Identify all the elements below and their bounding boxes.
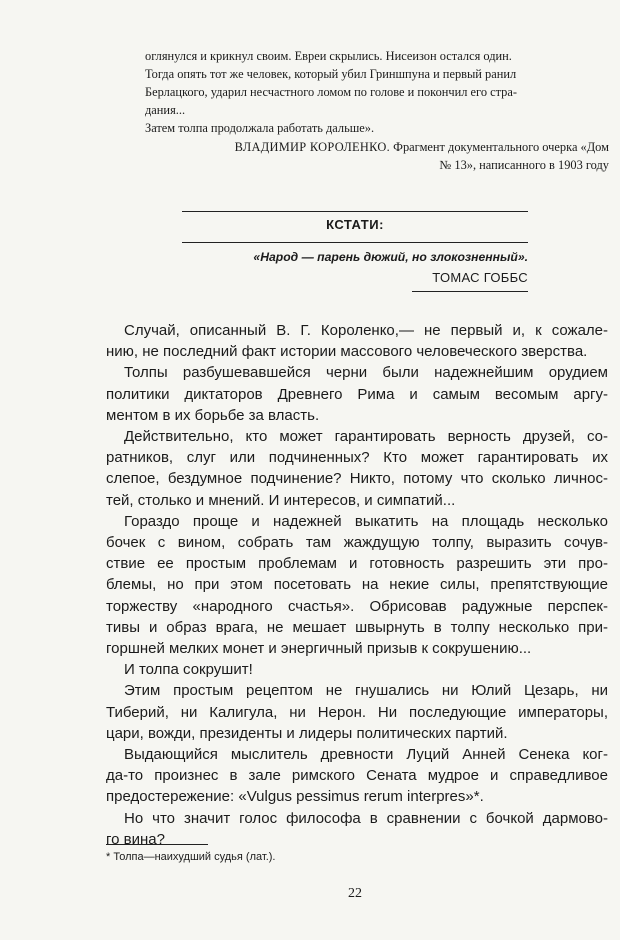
main-text	[106, 320, 608, 850]
body-line: Толпы разбушевавшейся черни были надежнейшим орудием	[124, 364, 608, 382]
quote-line: оглянулся и крикнул своим. Евреи скрылись. Нисеизон остался один.	[145, 49, 512, 63]
body-line: да-то произнес в зале римского Сената мудрое и справедливое	[106, 767, 608, 785]
quote-attribution	[145, 138, 609, 174]
body-line: Тиберий, ни Калигула, ни Нерон. Ни последующие императоры,	[106, 703, 608, 721]
page-number: 22	[348, 886, 362, 901]
body-line: слепое, бездумное подчинение? Никто, потому что сколько личнос-	[106, 470, 608, 488]
body-line: Выдающийся мыслитель древности Луций Анней Сенека ког-	[124, 746, 608, 764]
footnote-rule	[106, 844, 208, 845]
body-line: политики диктаторов Древнего Рима и самым весомым аргу-	[106, 385, 608, 403]
quote-line: дания...	[145, 103, 186, 117]
body-line: нию, не последний факт истории массового человеческого зверства.	[106, 343, 588, 361]
body-line: Но что значит голос философа в сравнении с бочкой дармово-	[124, 809, 608, 827]
body-line: тивы и образ врага, не мешает швырнуть в толпу несколько при-	[106, 618, 608, 636]
quote-block	[145, 47, 609, 137]
body-line: Гораздо проще и надежней выкатить на площадь несколько	[124, 512, 608, 530]
body-line: ратников, слуг или подчиненных? Кто может гарантировать их	[106, 449, 608, 467]
body-line: тей, столько и мнений. И интересов, и симпатий...	[106, 491, 456, 509]
body-line: цари, вожди, президенты и лидеры политических партий.	[106, 724, 508, 742]
attribution-text-2: № 13», написанного в 1903 году	[439, 158, 609, 172]
body-line: предостережение: «Vulgus pessimus rerum interpres»*.	[106, 788, 484, 806]
body-line: го вина?	[106, 830, 165, 848]
body-line: торжеству «народного счастья». Обрисовав радужные перспек-	[106, 597, 608, 615]
body-line: бочек с вином, собрать там жаждущую толпу, выразить сочув-	[106, 534, 608, 552]
body-line: ментом в их борьбе за власть.	[106, 406, 320, 424]
body-line: Случай, описанный В. Г. Короленко,— не первый и, к сожале-	[124, 322, 608, 339]
kstati-top-rule	[182, 211, 528, 212]
footnote: * Толпа—наихудший судья (лат.).	[106, 851, 276, 863]
epigraph-author: ТОМАС ГОББС	[432, 270, 528, 285]
kstati-mid-rule	[182, 242, 528, 243]
attribution-author: ВЛАДИМИР КОРОЛЕНКО.	[234, 140, 391, 154]
body-line: Действительно, кто может гарантировать верность друзей, со-	[124, 428, 608, 446]
body-line: горшней мелких монет и энергичный призыв к сокрушению...	[106, 640, 532, 658]
quote-line: Затем толпа продолжала работать дальше».	[145, 121, 375, 135]
body-line: Этим простым рецептом не гнушались ни Юлий Цезарь, ни	[124, 682, 608, 700]
quote-line: Берлацкого, ударил несчастного ломом по голове и покончил его стра-	[145, 85, 517, 99]
epigraph-quote: «Народ — парень дюжий, но злокозненный».	[253, 250, 528, 264]
attribution-text: Фрагмент документального очерка «Дом	[393, 140, 609, 154]
kstati-title: КСТАТИ:	[326, 217, 384, 232]
body-line: И толпа сокрушит!	[124, 661, 253, 679]
epigraph-underline	[412, 291, 528, 292]
quote-line: Тогда опять тот же человек, который убил Гриншпуна и первый ранил	[145, 67, 517, 81]
body-line: ствие ее простым проблемам и готовность разрешить эти про-	[106, 555, 608, 573]
body-line: блемы, но при этом посетовать на некие силы, препятствующие	[106, 576, 608, 594]
